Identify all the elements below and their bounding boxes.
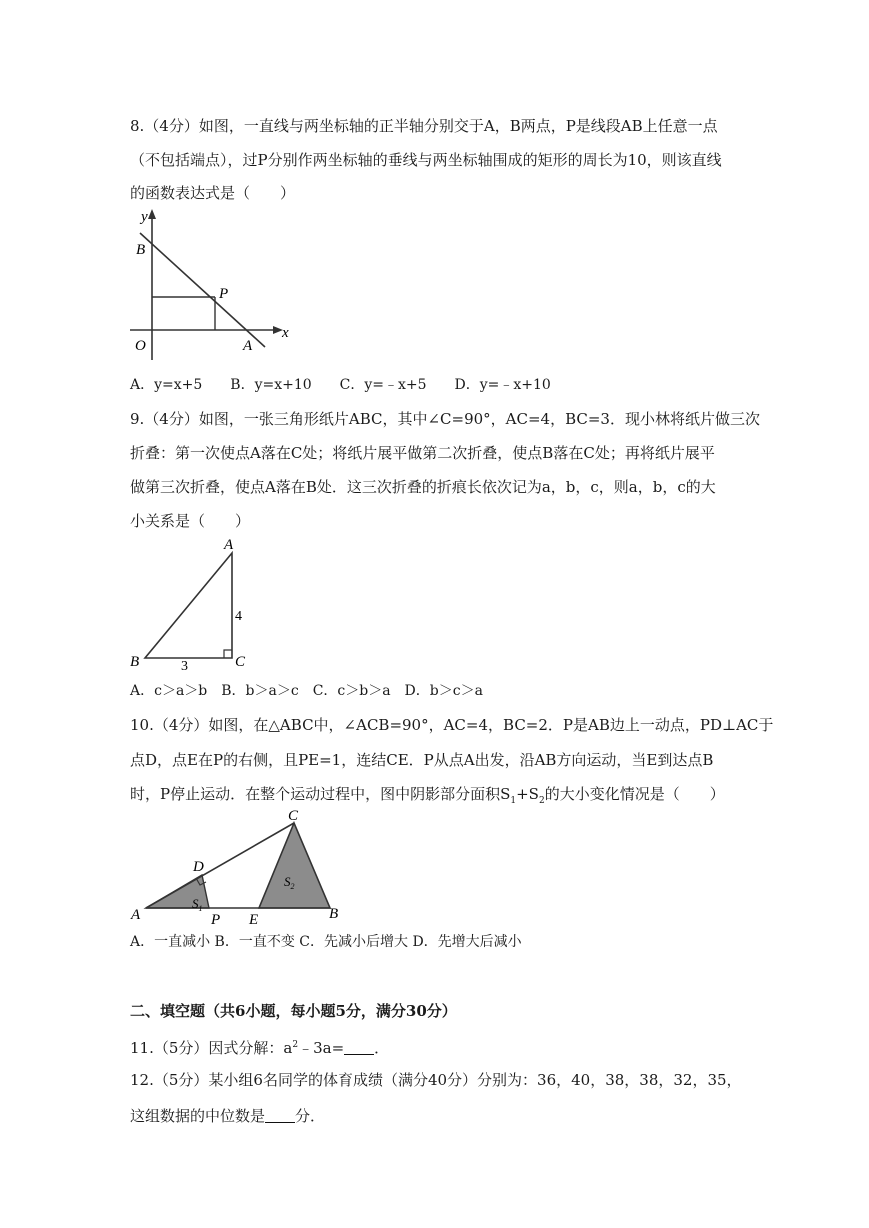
q9-line-3: 做第三次折叠，使点A落在B处．这三次折叠的折痕长依次记为a，b，c，则a，b，c的大 (130, 478, 716, 496)
q11-mid: ﹣3a= (298, 1039, 345, 1057)
triangle-abc (145, 553, 232, 658)
label-s1: $S_1$ (192, 896, 203, 913)
label-b: B (329, 906, 339, 922)
label-d: D (193, 859, 204, 875)
label-a: A (243, 338, 253, 354)
label-e: E (249, 912, 259, 925)
section-2-title: 二、填空题（共6小题，每小题5分，满分30分） (130, 1002, 457, 1020)
q11 (130, 1035, 389, 1058)
q11-prefix: 11.（5分）因式分解：a (130, 1039, 293, 1057)
q10-line-2: 点D，点E在P的右侧，且PE=1，连结CE．P从点A出发，沿AB方向运动，当E到达点B (130, 751, 714, 769)
label-bc: 3 (181, 659, 188, 674)
q11-sup: 2 (292, 1040, 299, 1050)
label-p: P (211, 912, 221, 925)
q9-options: A．c＞a＞b B．b＞a＞c C．c＞b＞a D．b＞c＞a (130, 683, 483, 699)
label-b: B (130, 654, 140, 670)
q12-line-2-suffix: 分． (295, 1107, 326, 1125)
q12-answer-blank[interactable] (265, 1108, 295, 1123)
label-c: C (235, 654, 246, 670)
q10-line-3-text-b: +S (516, 785, 539, 803)
q10-figure (125, 805, 355, 925)
right-angle-mark (224, 650, 232, 658)
q8-options: A．y=x+5 B．y=x+10 C．y=﹣x+5 D．y=﹣x+10 (130, 377, 551, 393)
label-s2: $S_2$ (284, 874, 295, 891)
q10-line-3-sub-2: 2 (538, 796, 545, 806)
q12-line-1: 12.（5分）某小组6名同学的体育成绩（满分40分）分别为：36，40，38，38，32，35， (130, 1071, 742, 1089)
label-a: A (131, 907, 141, 923)
q10-line-1: 10.（4分）如图，在△ABC中，∠ACB=90°，AC=4，BC=2．P是AB边上一动点，PD⊥AC于 (130, 716, 774, 734)
q10-options: A．一直减小 B．一直不变 C．先减小后增大 D．先增大后减小 (130, 934, 522, 950)
shaded-s2 (259, 823, 330, 908)
y-axis-arrow (148, 209, 156, 219)
q9-line-2: 折叠：第一次使点A落在C处；将纸片展平做第二次折叠，使点B落在C处；再将纸片展平 (130, 444, 715, 462)
label-p: P (219, 286, 229, 302)
q9-line-1: 9.（4分）如图，一张三角形纸片ABC，其中∠C=90°，AC=4，BC=3．现小林将纸片做三次 (130, 410, 760, 428)
q9-figure (125, 535, 265, 675)
q8-line-2: （不包括端点），过P分别作两坐标轴的垂线与两坐标轴围成的矩形的周长为10，则该直线 (130, 151, 722, 169)
q8-line-1: 8.（4分）如图，一直线与两坐标轴的正半轴分别交于A，B两点，P是线段AB上任意一点 (130, 117, 718, 135)
label-y: y (141, 209, 148, 225)
q11-answer-blank[interactable] (344, 1040, 374, 1055)
label-ac: 4 (235, 609, 242, 624)
q12-line-2 (130, 1106, 325, 1126)
q11-suffix: ． (374, 1039, 390, 1057)
label-b: B (136, 242, 146, 258)
q10-line-3-text-c: 的大小变化情况是（ ） (544, 785, 725, 803)
label-o: O (135, 338, 146, 354)
q10-line-3-text-a: 时，P停止运动．在整个运动过程中，图中阴影部分面积S (130, 785, 511, 803)
q9-line-4: 小关系是（ ） (130, 512, 251, 530)
label-a: A (224, 537, 234, 553)
label-c: C (288, 808, 299, 824)
q8-line-3: 的函数表达式是（ ） (130, 184, 296, 202)
q8-figure (125, 205, 305, 365)
q12-line-2-prefix: 这组数据的中位数是 (130, 1107, 266, 1125)
label-x: x (282, 325, 289, 341)
q10-line-3-sub-1: 1 (510, 796, 517, 806)
